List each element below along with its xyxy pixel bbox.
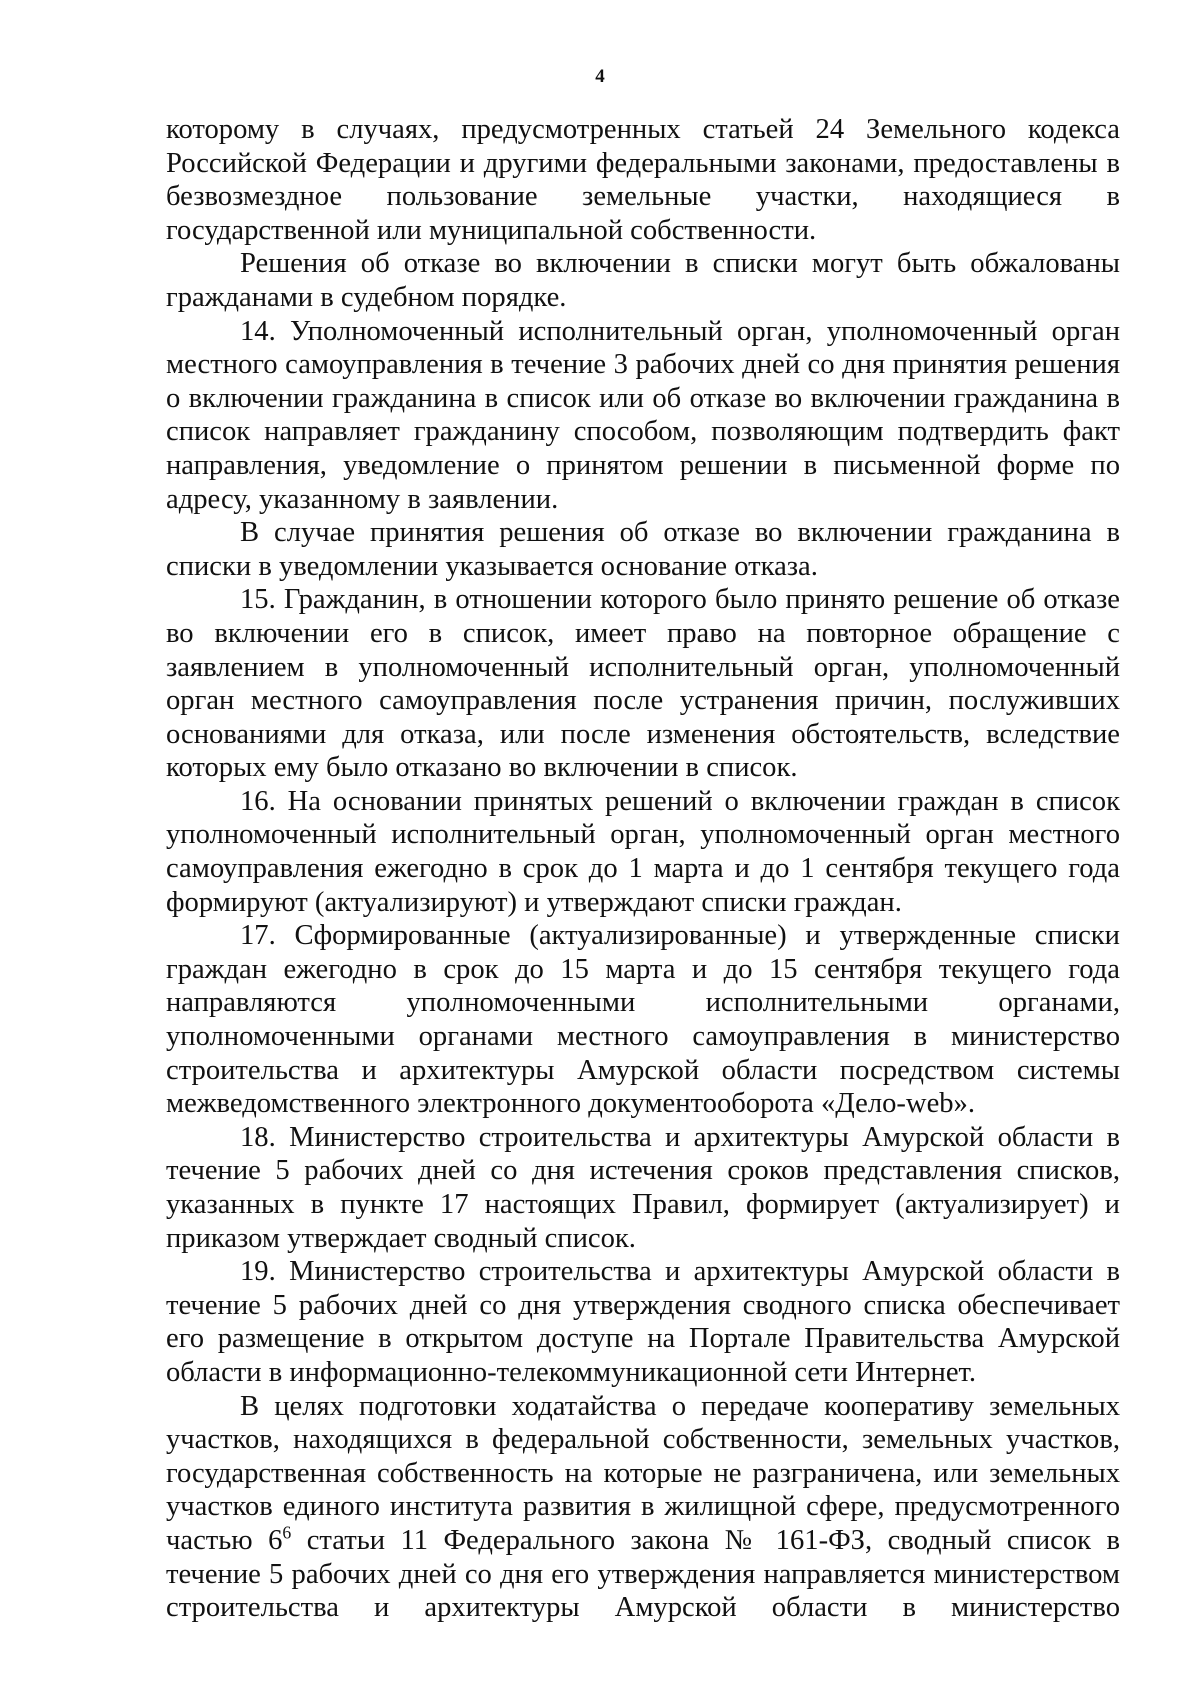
paragraph-petition-text-end: статьи 11 Федерального закона № 161-ФЗ, сводный список в течение 5 рабочих дней со дня его утверждения направляется министерством строительства и архитектуры Амурской области в министерство	[166, 1524, 1120, 1624]
paragraph-19: 19. Министерство строительства и архитектуры Амурской области в течение 5 рабочих дней со дня утверждения сводного списка обеспечивает его размещение в открытом доступе на Портале Правительства Амурской области в информационно-телекоммуникационной сети Интернет.	[166, 1256, 1120, 1388]
paragraph-refusal-notice: В случае принятия решения об отказе во включении гражданина в списки в уведомлении указывается основание отказа.	[166, 517, 1120, 582]
paragraph-16: 16. На основании принятых решений о включении граждан в список уполномоченный исполнительный орган, уполномоченный орган местного самоуправления ежегодно в срок до 1 марта и до 1 сентября текущего года формируют (актуализируют) и утверждают списки граждан.	[166, 785, 1120, 918]
paragraph-15: 15. Гражданин, в отношении которого было принято решение об отказе во включении его в список, имеет право на повторное обращение с заявлением в уполномоченный исполнительный орган, уполномоченный орган местного самоуправления после устранения причин, послуживших основаниями для отказа, или после изменения обстоятельств, вследствие которых ему было отказано во включении в список.	[166, 584, 1120, 784]
paragraph-18: 18. Министерство строительства и архитектуры Амурской области в течение 5 рабочих дней со дня истечения сроков представления списков, указанных в пункте 17 настоящих Правил, формирует (актуализирует) и приказом утверждает сводный список.	[166, 1121, 1120, 1254]
paragraph-petition-superscript: 6	[282, 1522, 292, 1543]
paragraph-14: 14. Уполномоченный исполнительный орган, уполномоченный орган местного самоуправления в течение 3 рабочих дней со дня принятия решения о включении гражданина в список или об отказе во включении гражданина в список направляет гражданину способом, позволяющим подтвердить факт направления, уведомление о принятом решении в письменной форме по адресу, указанному в заявлении.	[166, 315, 1120, 515]
paragraph-17: 17. Сформированные (актуализированные) и утвержденные списки граждан ежегодно в срок до 15 марта и до 15 сентября текущего года направляются уполномоченными исполнительными органами, уполномоченными органами местного самоуправления в министерство строительства и архитектуры Амурской области посредством системы межведомственного электронного документооборота «Дело-web».	[166, 920, 1120, 1120]
paragraph-petition	[166, 1390, 1120, 1625]
document-body	[166, 113, 1120, 1625]
page-number: 4	[595, 66, 605, 87]
paragraph-petition-text-start: В целях подготовки ходатайства о передаче кооперативу земельных участков, находящихся в федеральной собственности, земельных участков, государственная собственность на которые не разграничена, или земельных участков единого института развития в жилищной сфере, предусмотренного частью 6	[166, 1390, 1120, 1556]
paragraph-appeal: Решения об отказе во включении в списки могут быть обжалованы гражданами в судебном порядке.	[166, 248, 1120, 313]
paragraph-continuation: которому в случаях, предусмотренных статьей 24 Земельного кодекса Российской Федерации и другими федеральными законами, предоставлены в безвозмездное пользование земельные участки, находящиеся в государственной или муниципальной собственности.	[166, 114, 1120, 246]
